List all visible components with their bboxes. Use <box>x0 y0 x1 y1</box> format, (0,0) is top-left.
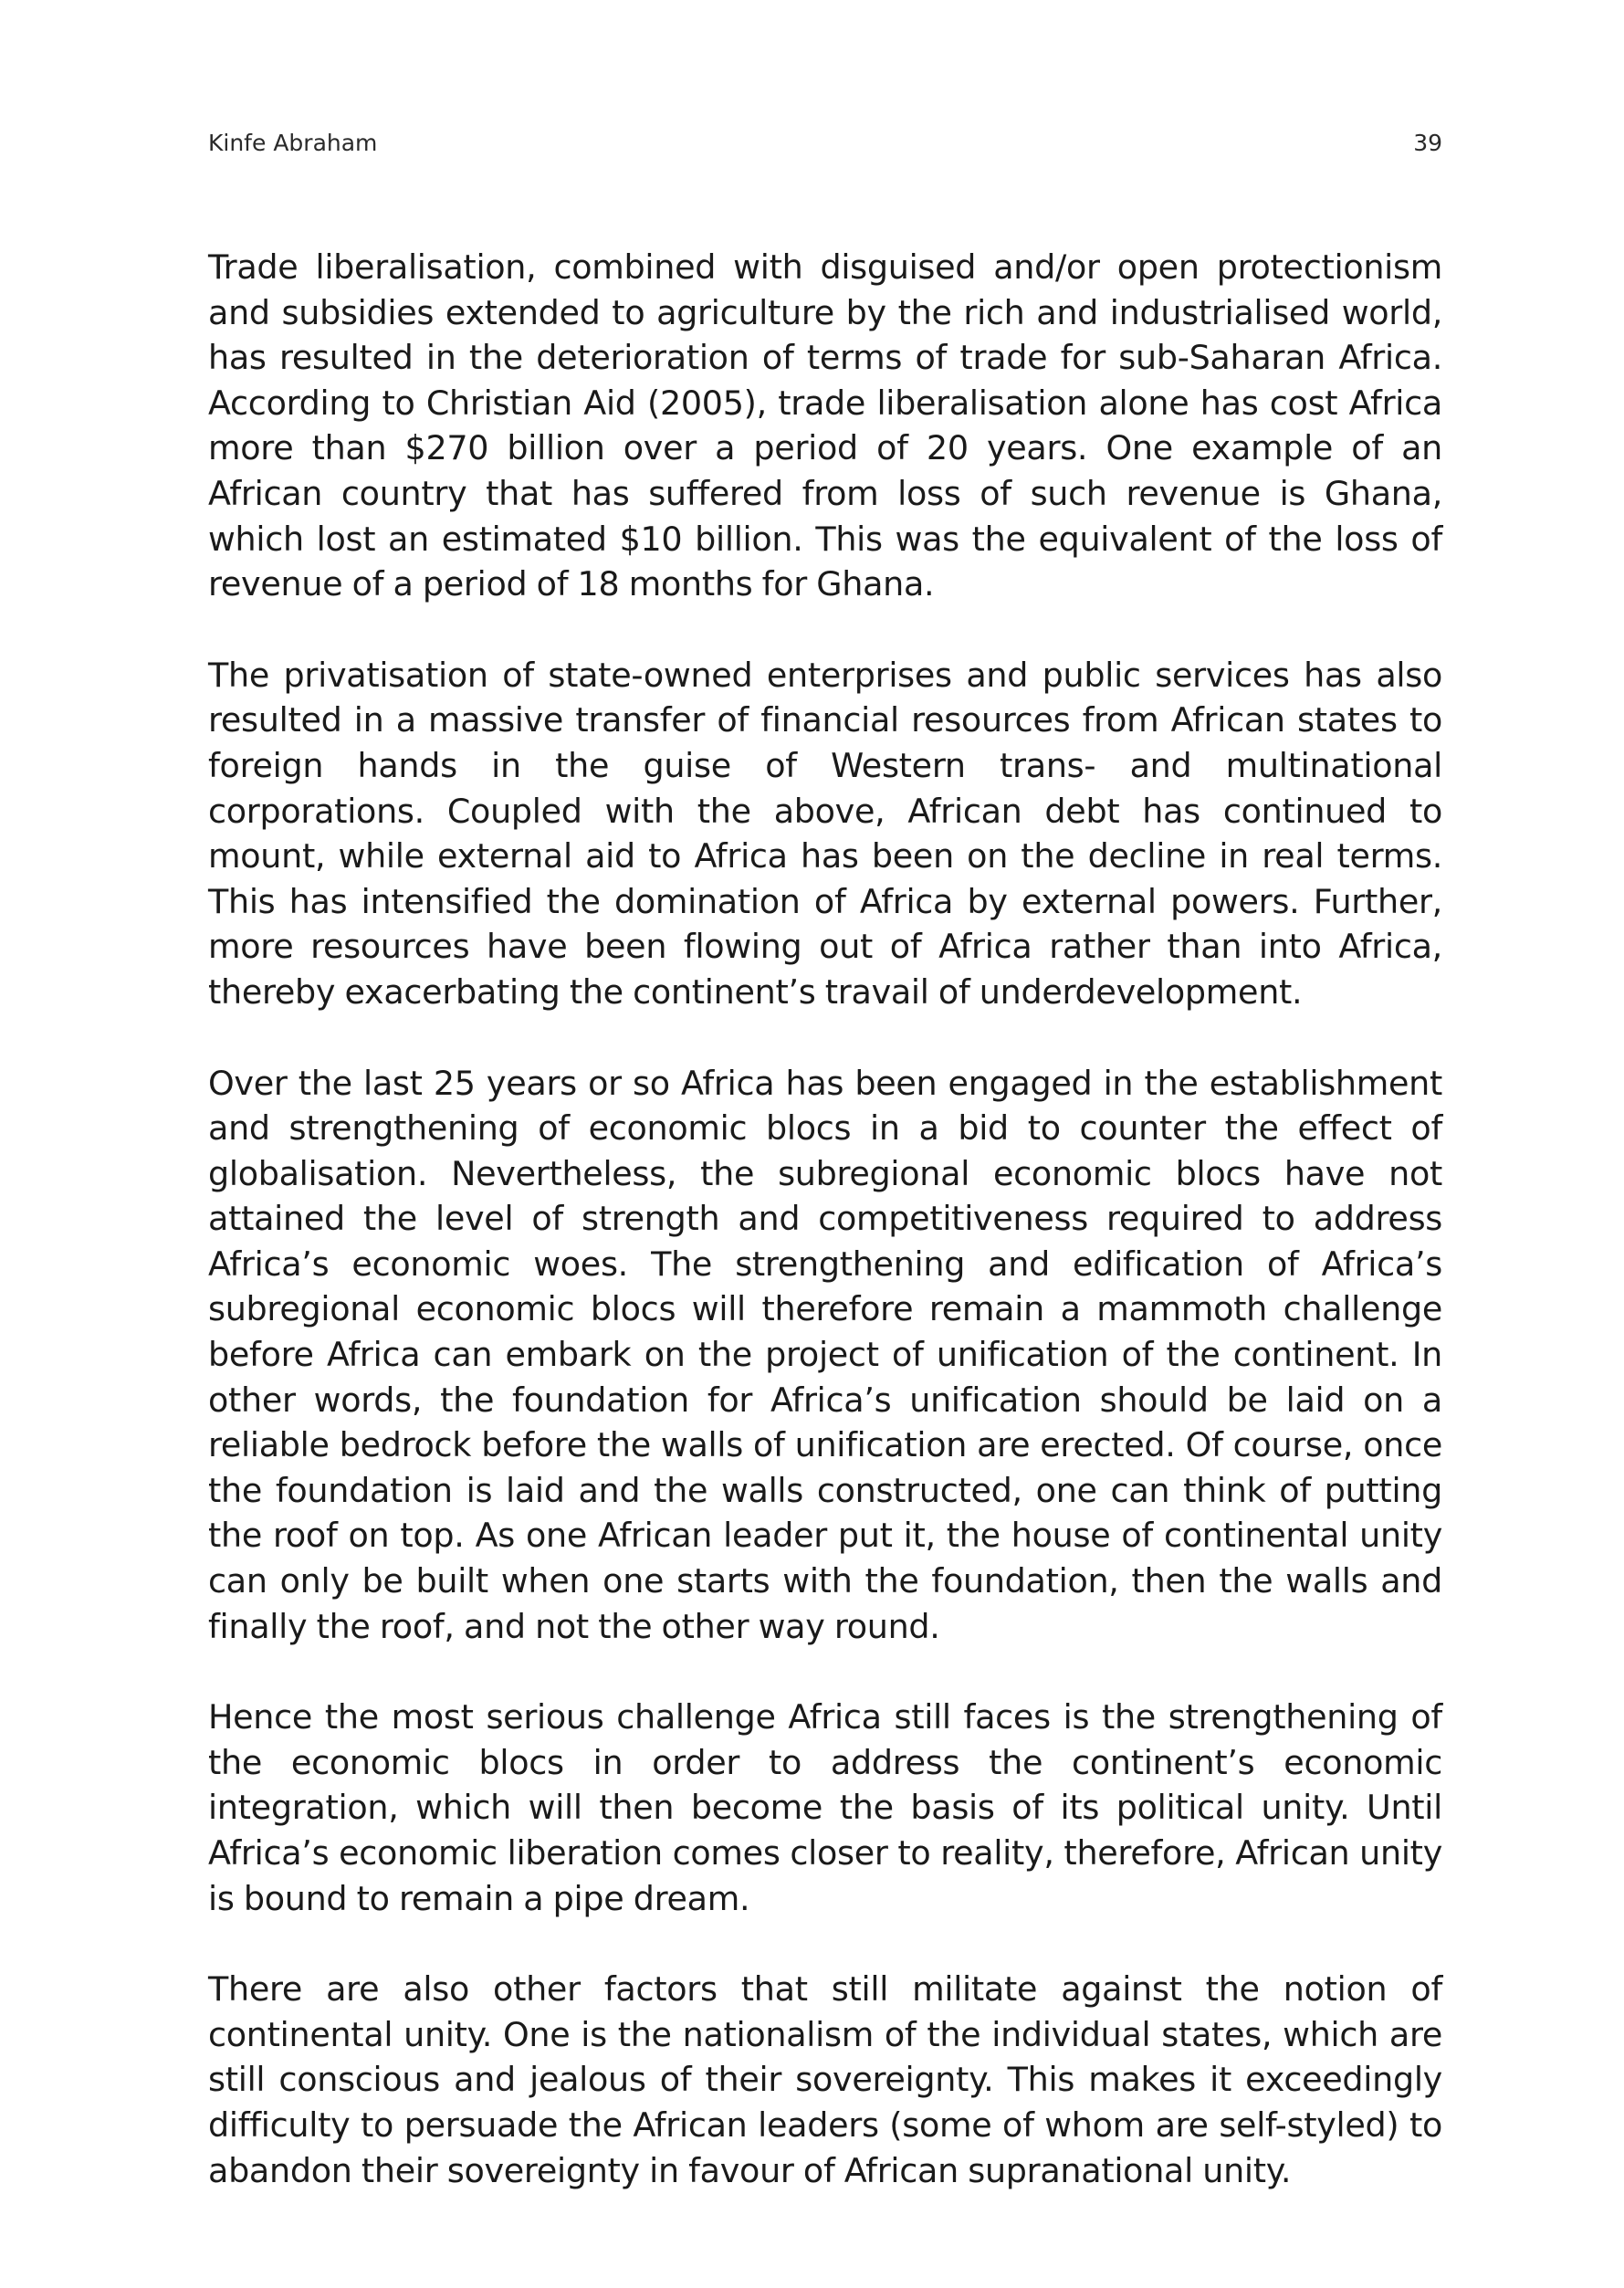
paragraph-privatisation: The privatisation of state-owned enterprises and public services has also resulted in a massive transfer of financial resources from African states to foreign hands in the guise of Western trans- and multinational corporations. Coupled with the above, African debt has continued to mount, while external aid to Africa has been on the decline in real terms. This has intensified the domination of Africa by external powers. Further, more resources have been flowing out of Africa rather than into Africa, thereby exacerbating the continent’s travail of underdevelopment. <box>208 655 1442 1012</box>
page-number: 39 <box>1413 129 1442 156</box>
paragraph-economic-blocs: Over the last 25 years or so Africa has been engaged in the establishment and strengthening of economic blocs in a bid to counter the effect of globalisation. Nevertheless, the subregional economic blocs have not attained the level of strength and competitiveness required to address Africa’s economic woes. The strengthening and edification of Africa’s subregional economic blocs will therefore remain a mammoth challenge before Africa can embark on the project of unification of the continent. In other words, the foundation for Africa’s unification should be laid on a reliable bedrock before the walls of unification are erected. Of course, once the foundation is laid and the walls constructed, one can think of putting the roof on top. As one African leader put it, the house of continental unity can only be built when one starts with the foundation, then the walls and finally the roof, and not the other way round. <box>208 1063 1442 1646</box>
body-text <box>208 245 1442 2193</box>
paragraph-other-factors: There are also other factors that still militate against the notion of continental unity. One is the nationalism of the individual states, which are still conscious and jealous of their sovereignty. This makes it exceedingly difficulty to persuade the African leaders (some of whom are self-styled) to abandon their sovereignty in favour of African supranational unity. <box>208 1969 1442 2190</box>
author-name: Kinfe Abraham <box>208 129 378 156</box>
paragraph-serious-challenge: Hence the most serious challenge Africa still faces is the strengthening of the economic blocs in order to address the continent’s economic integration, which will then become the basis of its political unity. Until Africa’s economic liberation comes closer to reality, therefore, African unity is bound to remain a pipe dream. <box>208 1697 1442 1918</box>
paragraph-trade-liberalisation: Trade liberalisation, combined with disguised and/or open protectionism and subsidies extended to agriculture by the rich and industrialised world, has resulted in the deterioration of terms of trade for sub-Saharan Africa. According to Christian Aid (2005), trade liberalisation alone has cost Africa more than $270 billion over a period of 20 years. One example of an African country that has suffered from loss of such revenue is Ghana, which lost an estimated $10 billion. This was the equivalent of the loss of revenue of a period of 18 months for Ghana. <box>208 247 1442 604</box>
running-header <box>208 124 1442 161</box>
